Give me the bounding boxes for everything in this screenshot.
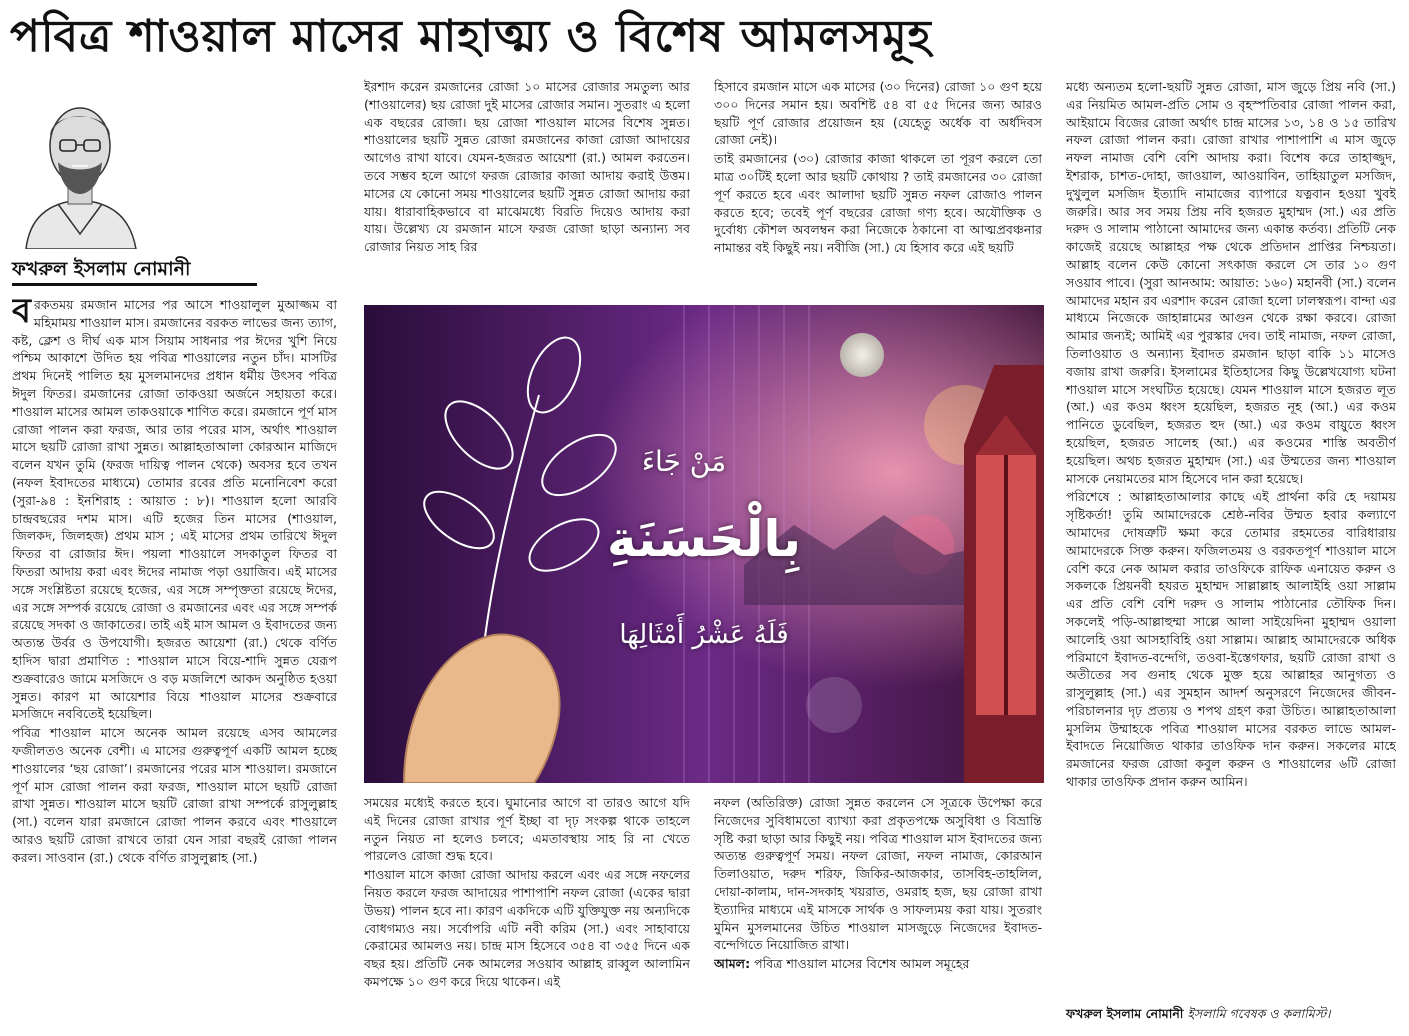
amal-label: আমল:	[714, 956, 751, 972]
moon-icon	[840, 333, 884, 377]
dropcap: ব	[12, 296, 31, 331]
headline: পবিত্র শাওয়াল মাসের মাহাত্ম্য ও বিশেষ আমলসমূহ	[10, 11, 932, 62]
article-column-2-top	[364, 78, 690, 300]
arabic-line-1: مَنْ جَاءَ	[641, 445, 727, 478]
paragraph: হিসাবে রমজান মাসে এক মাসের (৩০ দিনের) রোজা ১০ গুণ হয়ে ৩০০ দিনের সমান হয়। অবশিষ্ট ৫৪ বা ৫৫ দিনের জন্য আরও ছয়টি পূর্ণ রোজার প্রয়োজন হয় (যেহেতু অর্ধেক বা অর্ধদিবস রোজা নেই)।	[714, 79, 1042, 148]
paragraph: পবিত্র শাওয়াল মাসে অনেক আমল রয়েছে এসব আমলের ফজীলতও অনেক বেশী। এ মাসের গুরুত্বপূর্ণ একটি আমল হচ্ছে শাওয়ালের ‘ছয় রোজা’। রমজানের পরের মাস শাওয়াল। রমজানে পূর্ণ মাস রোজা পালন করা ফরজ, শাওয়াল মাসে ছয়টি রোজা রাখা সুন্নত। শাওয়াল মাসে ছয়টি রোজা রাখা সম্পর্কে রাসুলুল্লাহ (সা.) বলেন যারা রমজানে রোজা পালন করবে এবং শাওয়ালে আরও ছয়টি রোজা রাখবে তারা যেন সারা বছরই রোজা পালন করল। সাওবান (রা.) থেকে বর্ণিত রাসুলুল্লাহ (সা.)	[12, 725, 337, 865]
paragraph: শাওয়াল মাসে কাজা রোজা আদায় করলে এবং এর সঙ্গে নফলের নিয়ত করলে ফরজ আদায়ের পাশাপাশি নফল রোজা (একের দ্বারা উভয়) পালন হবে না। কারণ একদিকে এটি যুক্তিযুক্ত নয় অন্যদিকে বোধগম্যও নয়। সর্বোপরি এটি নবী করিম (সা.) এবং সাহাবায়ে কেরামের আমলও নয়। চান্দ্র মাস হিসেবে ৩৫৪ বা ৩৫৫ দিনে এক বছর হয়। প্রতিটি নেক আমলের সওয়াব আল্লাহ রাব্বুল আলামিন কমপক্ষে ১০ গুণ করে দিয়ে থাকেন। এই	[364, 867, 690, 989]
arabic-line-3: فَلَهُ عَشْرُ أَمْثَالِهَا	[619, 620, 789, 650]
paragraph: নফল (অতিরিক্ত) রোজা সুন্নত করলেন সে সূত্রকে উপেক্ষা করে নিজেদের সুবিধামতো ব্যাখ্যা করা প্রকৃতপক্ষে অসুবিধা ও বিভ্রান্তি সৃষ্টি করা ছাড়া আর কিছুই নয়। পবিত্র শাওয়াল মাস ইবাদতের জন্য অত্যন্ত গুরুত্বপূর্ণ সময়। নফল রোজা, নফল নামাজ, কোরআন তিলাওয়াত, দরুদ শরিফ, জিকির-আজকার, তাসবিহ-তাহলিল, দোয়া-কালাম, দান-সদকাহ খয়রাত, ওমরাহ হজ, ছয় রোজা রাখা ইত্যাদির মাধ্যমে এই মাসকে সার্থক ও সাফল্যময় করা যায়। সুতরাং মুমিন মুসলমানের উচিত শাওয়াল মাসজুড়ে নিজেদের ইবাদত-বন্দেগিতে নিয়োজিত রাখা।	[714, 795, 1042, 953]
article-column-2-bottom	[364, 794, 690, 1030]
paragraph: মধ্যে অন্যতম হলো-ছয়টি সুন্নত রোজা, মাস জুড়ে প্রিয় নবি (সা.) এর নিয়মিত আমল-প্রতি সোম ও বৃহস্পতিবার রোজা পালন করা, আইয়ামে বিজের রোজা অর্থাৎ চান্দ্র মাসের ১৩, ১৪ ও ১৫ তারিখ নফল রোজা পালন করা। রোজা রাখার পাশাপাশি এ মাস জুড়ে নফল নামাজ বেশি বেশি আদায় করা। বিশেষ করে তাহাজ্জুদ, ইশরাক, চাশত-দোহা, জাওয়াল, আওয়াবিন, তাহিয়াতুল মসজিদ, দুখুলুল মসজিদ ইত্যাদি নামাজের ব্যাপারে যত্নবান হওয়া খুবই জরুরি। আর সব সময় প্রিয় নবি হজরত মুহাম্মদ (সা.) এর প্রতি দরুদ ও সালাম পাঠানো আমাদের জন্য একান্ত কর্তব্য। প্রতিটি নেক কাজেই রয়েছে আল্লাহর পক্ষ থেকে প্রতিদান প্রাপ্তির নিশ্চয়তা। আল্লাহ বলেন কেউ কোনো সৎকাজ করলে সে তার ১০ গুণ সওয়াব পাবে। (সুরা আনআম: আয়াত: ১৬০) মহানবী (সা.) বলেন আমাদের মহান রব এরশাদ করেন রোজা হলো ঢালস্বরূপ। বান্দা এর মাধ্যমে নিজেকে জাহান্নামের আগুন থেকে রক্ষা করবে। রোজা আমার জন্যই; আমিই এর পুরস্কার দেব। তাই নামাজ, নফল রোজা, তিলাওয়াত ও অন্যান্য ইবাদত রমজান ছাড়া বাকি ১১ মাসেও বজায় রাখা জরুরি। ইসলামের ইতিহাসের কিছু উল্লেখযোগ্য ঘটনা শাওয়াল মাসে সংঘটিত হয়েছে। যেমন শাওয়াল মাসে হজরত লূত (আ.) এর কওম ধ্বংস হয়েছিল, হজরত নূহ (আ.) এর কওম পানিতে ডুবেছিল, হজরত হুদ (আ.) এর কওম বায়ুতে ধ্বংস হয়েছিল, হজরত সালেহ (আ.) এর কওমের শাস্তি অবতীর্ণ হয়েছিল। অথচ হজরত মুহাম্মদ (সা.) এর উম্মতের জন্য শাওয়াল মাসকে নেয়ামতের মাস হিসেবে দান করা হয়েছে।	[1066, 79, 1396, 486]
arabic-line-2: بِالْحَسَنَةِ	[607, 510, 801, 568]
signature-title: ইসলামি গবেষক ও কলামিস্ট।	[1187, 1006, 1331, 1021]
author-byline: ফখরুল ইসলাম নোমানী	[12, 255, 257, 286]
author-portrait	[18, 84, 143, 249]
lantern-icon	[964, 365, 1044, 783]
article-column-4	[1066, 78, 1396, 1000]
paragraph: ইরশাদ করেন রমজানের রোজা ১০ মাসের রোজার সমতুল্য আর (শাওয়ালের) ছয় রোজা দুই মাসের রোজার সমান। সুতরাং এ হলো এক বছরের রোজা। ছয় রোজা শাওয়াল মাসের বিশেষ সুন্নত। শাওয়ালের ছয়টি সুন্নত রোজা রমজানের কাজা রোজা আদায়ের আগেও রাখা যাবে। যেমন-হজরত আয়েশা (রা.) আমল করতেন। তবে সম্ভব হলে আগে ফরজ রোজার কাজা আদায় করাই উত্তম। মাসের যে কোনো সময় শাওয়ালের ছয়টি সুন্নত রোজা আদায় করা যায়। ধারাবাহিকভাবে বা মাঝেমধ্যে বিরতি দিয়েও আদায় করা যায়। উল্লেখ্য যে রমজান মাসে ফরজ রোজা ছাড়া অন্যান্য সব রোজার নিয়ত সাহ রির	[364, 79, 690, 255]
paragraph: পরিশেষে : আল্লাহতাআলার কাছে এই প্রার্থনা করি হে দয়াময় সৃষ্টিকর্তা! তুমি আমাদেরকে শ্রেষ্ঠ-নবির উম্মত হবার কল্যাণে আমাদের দোষত্রুটি ক্ষমা করে তোমার রহমতের বারিধারায় আমাদেরকে সিক্ত করুন। ফজিলতময় ও বরকতপূর্ণ শাওয়াল মাসে বেশি করে নেক আমল করার তাওফিকে রাফিক এনায়েত করুন ও সকলকে প্রিয়নবী হযরত মুহাম্মদ সাল্লাল্লাহ আলাইহি ওয়া সাল্লাম এর প্রতি বেশি বেশি দরুদ ও সালাম পাঠানোর তৌফিক দিন। সকলেই পড়ি-আল্লাহুম্মা সাল্লে আলা সাইয়েদিনা মুহাম্মদ ওয়ালা আলেহি ওয়া আসহাবিহি ওয়া সাল্লাম। আল্লাহ আমাদেরকে অধিক পরিমাণে ইবাদত-বন্দেগি, তওবা-ইস্তেগফার, ছয়টি রোজা রাখা ও অতীতের সব গুনাহ থেকে মুক্ত হয়ে আল্লাহর আনুগত্য ও রাসুলুল্লাহ (সা.) এর সুমহান আদর্শ অনুসরণে নিজেদের জীবন-পরিচালনার দৃঢ় প্রত্যয় ও শপথ গ্রহণ করা উচিত। আল্লাহতাআলা মুসলিম উম্মাহকে পবিত্র শাওয়াল মাসের বরকত লাভে আমল-ইবাদতে নিয়োজিত থাকার তাওফিক দান করুন। সকলের মাহে রমজানের ফরজ রোজা কবুল করুন ও শাওয়ালের ৬টি রোজা থাকার তাওফিক প্রদান করুন আমিন।	[1066, 489, 1396, 790]
signature-name: ফখরুল ইসলাম নোমানী	[1066, 1006, 1184, 1021]
feature-image	[364, 305, 1044, 783]
paragraph: তাই রমজানের (৩০) রোজার কাজা থাকলে তা পূরণ করলে তো মাত্র ৩০টিই হলো আর ছয়টি কোথায় ? তাই রমজানের ৩০ রোজা পূর্ণ করতে হবে এবং আলাদা ছয়টি সুন্নত নফল রোজাও পালন করতে হবে; তবেই পূর্ণ বছরের রোজা গণ্য হবে। অযৌক্তিক ও দুর্বোধ্য কৌশল অবলম্বন করা নিজেকে ঠকানো বা আত্মপ্রবঞ্চনার নামান্তর বই কিছুই নয়। নবীজি (সা.) যে হিসাব করে এই ছয়টি	[714, 151, 1042, 256]
article-column-1	[12, 296, 337, 1026]
article-column-3-top	[714, 78, 1042, 300]
paragraph: রকতময় রমজান মাসের পর আসে শাওয়ালুল মুআজ্জম বা মহিমাময় শাওয়াল মাস। রমজানের বরকত লাভের জন্য ত্যাগ, কষ্ট, ক্লেশ ও দীর্ঘ এক মাস সিয়াম সাধনার পর ঈদের খুশি নিয়ে পশ্চিম আকাশে উদিত হয় পবিত্র শাওয়ালের নতুন চাঁদ। মাসটির প্রথম দিনেই পালিত হয় মুসলমানদের প্রধান ধর্মীয় উৎসব পবিত্র ঈদুল ফিতর। রমজানের রোজা তাকওয়া অর্জনে সহায়তা করে। শাওয়াল মাসের আমল তাকওয়াকে শাণিত করে। রমজানে পূর্ণ মাস রোজা পালন করা ফরজ, আর তার পরের মাস, অর্থাৎ শাওয়াল মাসে ছয়টি রোজা রাখা সুন্নত। আল্লাহতাআলা কোরআন মাজিদে বলেন যখন তুমি (ফরজ দায়িত্ব পালন থেকে) অবসর হবে তখন (নফল ইবাদতের মাধ্যমে) তোমার রবের প্রতি মনোনিবেশ করো (সুরা-৯৪ : ইনশিরাহ : আয়াত : ৮)। শাওয়াল হলো আরবি চান্দ্রবছরের দশম মাস। এটি হজের তিন মাসের (শাওয়াল, জিলকদ, জিলহজ) প্রথম মাস ; এই মাসের প্রথম তারিখে ঈদুল ফিতর বা রোজার ঈদ। পয়লা শাওয়ালে সদকাতুল ফিতর বা ফিতরা আদায় করা এবং ঈদের নামাজ পড়া ওয়াজিব। এই মাসের সঙ্গে সংশ্লিষ্টতা রয়েছে হজের, এর সঙ্গে সম্পৃক্ততা রয়েছে ঈদের, এর সঙ্গে সম্পর্ক রয়েছে রোজা ও রমজানের এবং এর সঙ্গে সম্পর্ক রয়েছে সদকা ও জাকাতের। তাই এই মাস আমল ও ইবাদতের জন্য অত্যন্ত উর্বর ও উপযোগী। হজরত আয়েশা (রা.) থেকে বর্ণিত হাদিস দ্বারা প্রমাণিত : শাওয়াল মাসে বিয়ে-শাদি সুন্নত যেরূপ শুক্রবারেও জামে মসজিদে ও বড় মজলিশে আকদ অনুষ্ঠিত হওয়া সুন্নত। কারণ মা আয়েশার বিয়ে শাওয়াল মাসের শুক্রবারে মসজিদে নববিতেই হয়েছিল।	[12, 297, 337, 722]
amal-text: পবিত্র শাওয়াল মাসের বিশেষ আমল সমূহের	[754, 956, 970, 972]
author-signature	[1066, 1005, 1396, 1023]
article-column-3-bottom	[714, 794, 1042, 1030]
paragraph: সময়ের মধ্যেই করতে হবে। ঘুমানোর আগে বা তারও আগে যদি এই দিনের রোজা রাখার পূর্ণ ইচ্ছা বা দৃঢ় সংকল্প থাকে তাহলে নতুন নিয়ত না হলেও চলবে; এমতাবস্থায় সাহ রি না খেতে পারলেও রোজা শুদ্ধ হবে।	[364, 795, 690, 864]
